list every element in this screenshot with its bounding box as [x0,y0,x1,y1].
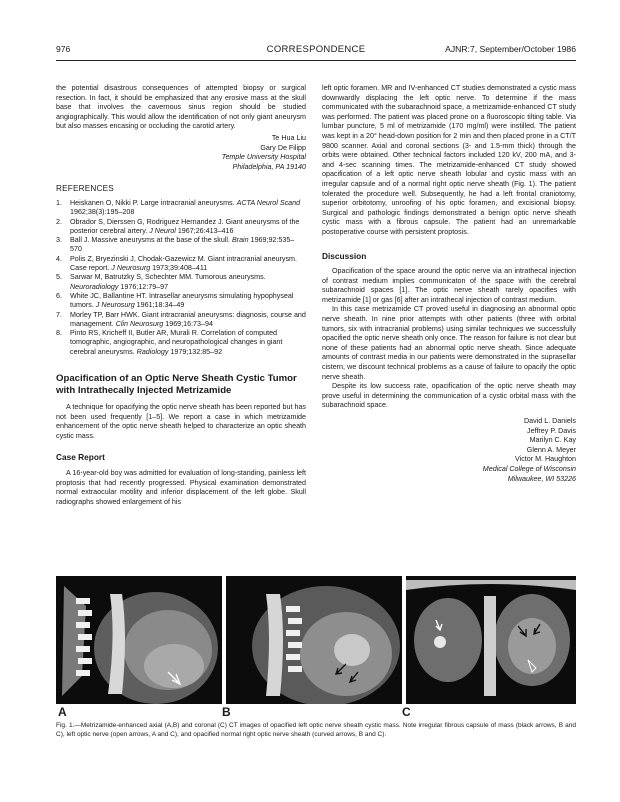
reference-number: 7. [56,310,62,319]
reference-item [56,292,306,311]
reference-item [56,311,306,330]
author-name: Te Hua Liu [271,133,306,142]
figure-panels [56,576,576,704]
city: Philadelphia, PA 19140 [232,162,306,171]
article-title: Opacification of an Optic Nerve Sheath Cystic Tumor with Intrathecally Injected Metrizamide [56,372,297,396]
reference-text: Sarwar M, Batrutzky S, Schechter MM. Tumorous aneurysms. [70,273,266,282]
reference-item [56,255,306,274]
reference-citation: 1961;18:34–49 [134,301,185,310]
header-rule [56,60,576,61]
caption-lead: Fig. 1. [56,722,75,729]
discussion-heading: Discussion [322,250,367,261]
page-header [56,44,576,60]
reference-citation: 1976;12:79–97 [118,282,169,291]
reference-number: 5. [56,273,62,282]
reference-list [56,199,306,357]
signature-block [56,134,306,172]
reference-journal: J Neurosurg [111,264,151,273]
case-report-paragraph: A 16-year-old boy was admitted for evaluation of long-standing, painless left proptosis that had recently progressed. Physical examination demonstrated normal extraocular motility and inferior displacement of the left globe. Skull radiographs showed enlargement of his [56,468,306,506]
discussion-paragraph: In this case metrizamide CT proved useful in diagnosing an abnormal optic nerve sheath. In nine prior attempts with other patients (three with orbital tumors, six with intracranial problems) using similar techniques we successfully opacified the optic nerve sheath only once. The reason for failure is not clear but none of these patients had an abnormal optic nerve sheath. Since adequate amounts of contrast media in our patients were demonstrated in the suprasellar cistern, we discount technical problems as a cause of failure to opacify the optic nerve sheath. [322,305,576,381]
author-name: Jeffrey P. Davis [527,426,576,435]
left-column [56,84,306,507]
reference-item [56,329,306,357]
reference-number: 8. [56,329,62,338]
reference-number: 4. [56,254,62,263]
reference-citation: 1967;26:413–416 [175,226,234,235]
reference-number: 2. [56,217,62,226]
panel-label-a: A [58,705,67,719]
author-name: Glenn A. Meyer [526,445,576,454]
reference-text: Heiskanen O, Nikki P. Large intracranial aneurysms. [70,198,237,207]
author-name: Gary De Filipp [260,143,306,152]
reference-item [56,218,306,237]
discussion-paragraph: Despite its low success rate, opacification of the optic nerve sheath may prove useful in determining the communication of a cystic orbital mass with the subarachnoid space. [322,382,576,410]
reference-citation: 1969;92:535–570 [70,236,295,254]
institution: Temple University Hospital [221,153,306,162]
reference-text: Morley TP, Barr HWK. Giant intracranial aneurysms: diagnosis, course and management. [70,310,306,328]
ct-image-a [56,576,222,704]
author-name: David L. Daniels [524,417,576,425]
journal-citation: AJNR:7, September/October 1986 [445,44,576,54]
reference-text: White JC, Ballantine HT. Intrasellar aneurysms simulating hypophyseal tumors. [70,291,294,310]
reference-text: Ball J. Massive aneurysms at the base of the skull. [70,236,232,245]
author-name: Marilyn C. Kay [529,436,576,445]
figure-caption [56,722,576,739]
author-name: Victor M. Haughton [515,455,576,464]
page-number: 976 [56,44,71,54]
intro-paragraph: the potential disastrous consequences of attempted biopsy or surgical resection. In fact, it should be emphasized that any erosive mass at the skull base that involves the cavernous sinus region should be studied angiographically. This would allow the identification of not only giant aneurysm but also masses encasing or occluding the carotid artery. [56,84,306,131]
reference-citation: 1973;39:408–411 [150,264,208,273]
reference-text: Obrador S, Dierssen G, Rodriguez Hernandez J. Giant aneurysms of the posterior cerebral artery. [70,217,300,235]
reference-item [56,236,306,255]
section-title: CORRESPONDENCE [266,44,366,55]
reference-item [56,199,306,218]
reference-journal: Brain [231,236,249,245]
reference-citation: 1962;38(3):195–208 [70,208,135,217]
discussion-paragraph: Opacification of the space around the optic nerve via an intrathecal injection of contrast medium implies communicaton of the space with the cerebral subarachnoid spaces [1]. The optic nerve sheath rarely opacifies with metrizamide [1] or gas [6] after an intrathecal injection of contrast medium. [322,267,576,304]
caption-text: —Metrizamide-enhanced axial (A,B) and coronal (C) CT images of opacified left optic nerve sheath cystic mass. Note irregular fibrous capsule of mass (black arrows, B and C), left optic nerve (open arrows, A and C), and opacified normal right optic nerve sheath (curved arrows, B and C). [56,722,577,738]
reference-text: Polis Z, Bryezinski J, Chodak-Gazewicz M. Giant intracranial aneurysm. Case report. [70,254,297,273]
reference-journal: J Neurol [149,226,176,235]
references-heading: REFERENCES [56,184,114,194]
city: Milwaukee, WI 53226 [507,474,576,483]
panel-label-c: C [402,705,411,719]
reference-number: 3. [56,236,62,245]
reference-number: 6. [56,291,62,300]
reference-citation: 1969;16:73–94 [163,319,213,328]
case-report-continued: left optic foramen. MR and IV-enhanced CT studies demonstrated a cystic mass downwardly displacing the left optic nerve. To determine if the mass communicated with the subarachnoid space, a metrizamide-enhanced CT study was performed. The patient was placed prone on a fluoroscopic tilting table. Via lumbar puncture, 5 ml of metrizamide (170 mg/ml) were instilled. The patient was kept in a 20° head-down position for 2 min and then placed prone in a CT/T 9800 scanner. Axial and coronal sections (3- and 1.5-mm thick) through the orbits were obtained. Other technical factors included 120 kV, 200 mA, and 3- and 4-sec scanning times. The metrizamide-enhanced CT study showed opacification of a left optic nerve sheath lobular and cystic mass with an irregular capsule and of a normal right optic nerve sheath (Fig. 1). The patient tolerated the procedure well. Subsequently, he had a left frontal craniotomy, superior orbitotomy, unroofing of his optic foramen, and excisional biopsy. Surgical and pathologic findings demonstrated a benign optic nerve sheath cystic mass with a fibrous capsule. The patient had an unremarkable postoperative course with persistent proptosis. [322,84,576,236]
reference-journal: J Neurosurg [95,301,135,310]
case-report-heading: Case Report [56,452,105,463]
institution: Medical College of Wisconsin [482,464,576,473]
reference-journal: Neuroradiology [70,282,119,291]
reference-item [56,273,306,292]
ct-image-c [406,576,576,704]
reference-text: Pinto RS, Kricheff II, Butler AR, Murali R. Correlation of computed tomographic, angiographic, and neuropathological changes in giant cerebral aneurysms. [70,329,283,356]
signature-block [322,417,576,484]
panel-label-b: B [222,705,231,719]
reference-journal: ACTA Neurol Scand [236,198,301,207]
reference-number: 1. [56,198,62,207]
ct-image-b [226,576,402,704]
reference-journal: Clin Neurosurg [115,319,164,328]
reference-citation: 1979;132:85–92 [168,347,223,356]
abstract-paragraph: A technique for opacifying the optic nerve sheath has been reported but has not been used frequently [1–5]. We report a case in which metrizamide enhancement of the optic nerve sheath helped to characterize an optic sheath cystic mass. [56,402,306,440]
reference-journal: Radiology [136,347,169,356]
right-column [322,84,576,484]
